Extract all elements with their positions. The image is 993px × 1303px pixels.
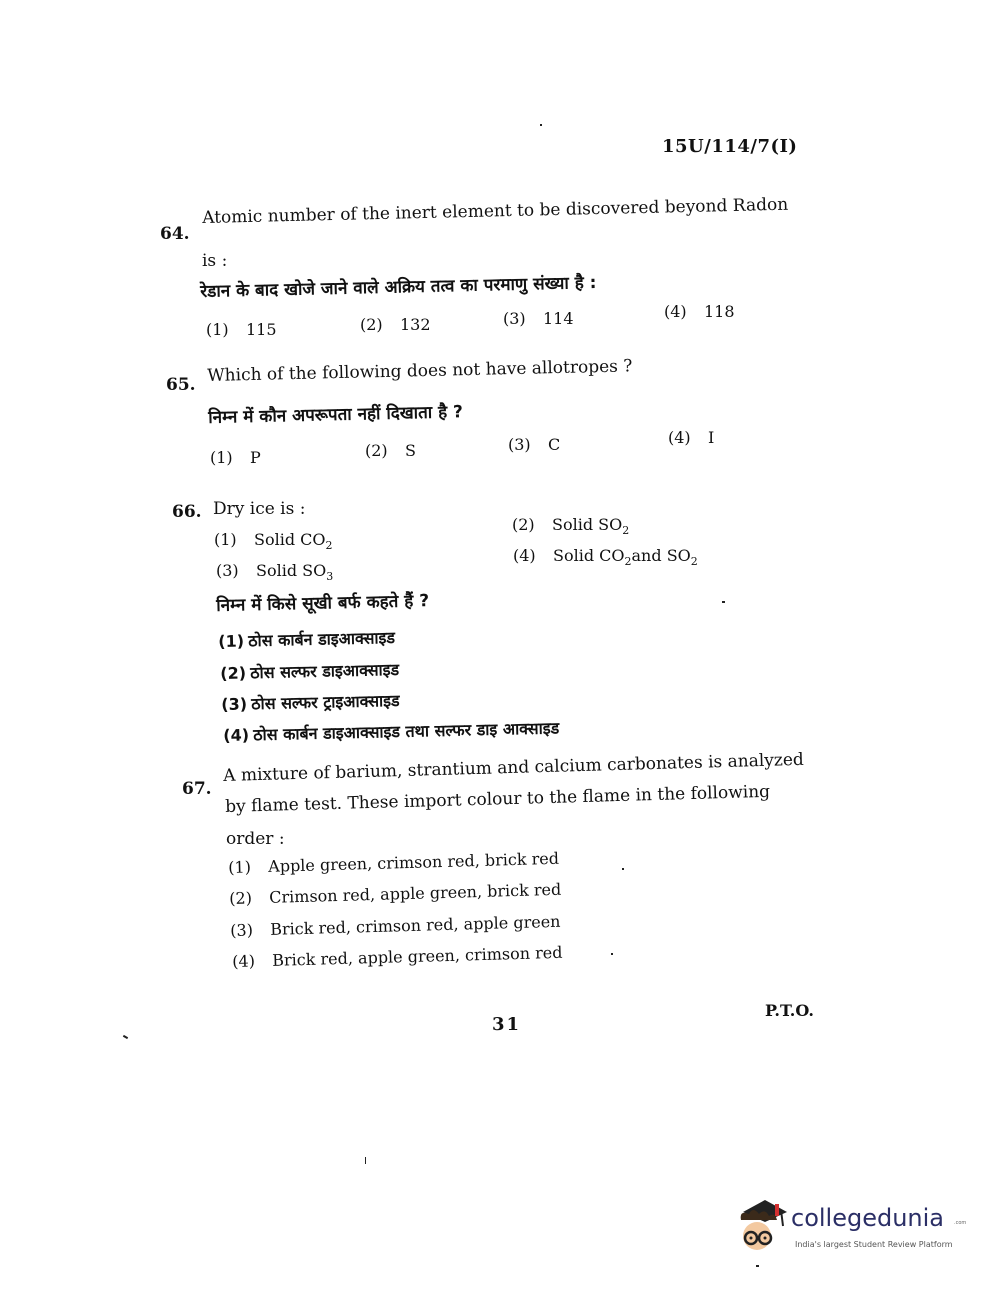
- option-text: ठोस कार्बन डाइआक्साइड तथा सल्फर डाइ आक्साइड: [253, 718, 560, 745]
- option-text: ठोस सल्फर डाइआक्साइड: [250, 659, 400, 683]
- option-text-cont: and SO: [631, 546, 691, 565]
- option-number: (1): [206, 320, 229, 339]
- scan-speck: [365, 1157, 366, 1164]
- option-text: Crimson red, apple green, brick red: [268, 879, 562, 907]
- subscript: 2: [325, 539, 333, 553]
- option-number: (1): [214, 530, 237, 549]
- question-text-cont: order :: [226, 829, 285, 849]
- option-text: 132: [400, 315, 431, 334]
- option-text: P: [250, 448, 261, 467]
- option-3: [508, 435, 560, 454]
- hindi-option-1: [218, 626, 395, 652]
- option-2: [229, 880, 561, 908]
- question-text: Atomic number of the inert element to be discovered beyond Radon: [202, 194, 789, 228]
- option-2: [365, 441, 416, 460]
- pto-label: P.T.O.: [765, 1001, 814, 1020]
- option-text: 115: [246, 320, 277, 339]
- option-number: (2): [365, 441, 388, 460]
- subscript: 3: [326, 570, 334, 584]
- option-number: (1): [228, 857, 252, 877]
- subscript: 2: [624, 555, 632, 569]
- option-number: (4): [664, 302, 687, 321]
- page-number: 31: [492, 1014, 522, 1035]
- option-3: [216, 561, 333, 583]
- question-text-cont: is :: [202, 251, 228, 271]
- option-number: (3): [230, 920, 254, 940]
- option-text: ठोस कार्बन डाइआक्साइड: [248, 627, 396, 651]
- option-number: (3): [503, 309, 526, 328]
- option-1: [210, 448, 261, 467]
- hindi-option-4: [223, 716, 559, 746]
- option-number: (1): [218, 631, 245, 651]
- option-2: [360, 315, 431, 334]
- option-text: 118: [704, 302, 735, 321]
- option-4: [232, 943, 563, 971]
- question-text-hindi: निम्न में किसे सूखी बर्फ कहते हैं ?: [216, 591, 430, 616]
- option-4: [513, 546, 698, 568]
- option-text: S: [405, 441, 416, 460]
- question-text-hindi: रेडान के बाद खोजे जाने वाले अक्रिय तत्व का परमाणु संख्या है :: [200, 273, 597, 302]
- option-text: Brick red, apple green, crimson red: [271, 942, 563, 970]
- option-2: [512, 515, 629, 537]
- question-text: Dry ice is :: [213, 499, 306, 519]
- option-4: [664, 302, 735, 321]
- option-text: Brick red, crimson red, apple green: [269, 911, 561, 939]
- option-number: (4): [232, 951, 256, 971]
- option-text: Solid CO: [254, 530, 326, 549]
- option-3: [503, 309, 574, 328]
- brand-name: collegedunia: [791, 1204, 945, 1232]
- hindi-option-3: [221, 689, 400, 715]
- question-number: 66.: [172, 502, 202, 522]
- option-text: Solid SO: [256, 561, 327, 580]
- brand-suffix: .com: [954, 1220, 967, 1226]
- collegedunia-watermark: [735, 1196, 965, 1256]
- scan-speck: [622, 868, 624, 870]
- option-number: (1): [210, 448, 233, 467]
- option-number: (3): [216, 561, 239, 580]
- option-text: ठोस सल्फर ट्राइआक्साइड: [251, 690, 400, 714]
- brand-tagline: India's largest Student Review Platform: [795, 1240, 953, 1249]
- scan-speck: [540, 124, 542, 126]
- option-4: [668, 428, 714, 447]
- question-number: 65.: [166, 375, 196, 395]
- option-number: (3): [221, 694, 248, 714]
- scan-speck: [611, 953, 613, 955]
- option-number: (4): [513, 546, 536, 565]
- question-text: Which of the following does not have allotropes ?: [207, 356, 633, 386]
- option-number: (2): [360, 315, 383, 334]
- scan-speck: [756, 1265, 759, 1267]
- question-number: 64.: [160, 224, 190, 244]
- subscript: 2: [622, 524, 630, 538]
- hindi-option-2: [220, 658, 399, 684]
- subscript: 2: [690, 555, 698, 569]
- option-number: (2): [220, 663, 247, 683]
- scan-speck: [722, 601, 725, 603]
- option-1: [214, 530, 333, 552]
- option-text: Solid SO: [552, 515, 623, 534]
- option-text: I: [708, 428, 715, 447]
- option-text: Apple green, crimson red, brick red: [267, 848, 560, 876]
- paper-code: 15U/114/7(I): [662, 136, 798, 157]
- option-number: (2): [512, 515, 535, 534]
- mascot-logo-icon: [735, 1196, 791, 1256]
- question-text-hindi: निम्न में कौन अपरूपता नहीं दिखाता है ?: [208, 402, 464, 428]
- option-text: 114: [543, 309, 574, 328]
- option-number: (3): [508, 435, 531, 454]
- question-text: A mixture of barium, strantium and calcium carbonates is analyzed: [223, 749, 805, 786]
- option-3: [230, 912, 561, 940]
- option-number: (4): [668, 428, 691, 447]
- option-text: C: [548, 435, 561, 454]
- option-1: [206, 320, 277, 339]
- option-text: Solid CO: [553, 546, 625, 565]
- option-number: (2): [229, 888, 253, 908]
- question-number: 67.: [182, 779, 212, 799]
- scan-speck: [123, 1035, 128, 1039]
- option-number: (4): [223, 725, 250, 745]
- option-1: [228, 849, 559, 877]
- question-text-cont: by flame test. These import colour to the flame in the following: [225, 781, 771, 817]
